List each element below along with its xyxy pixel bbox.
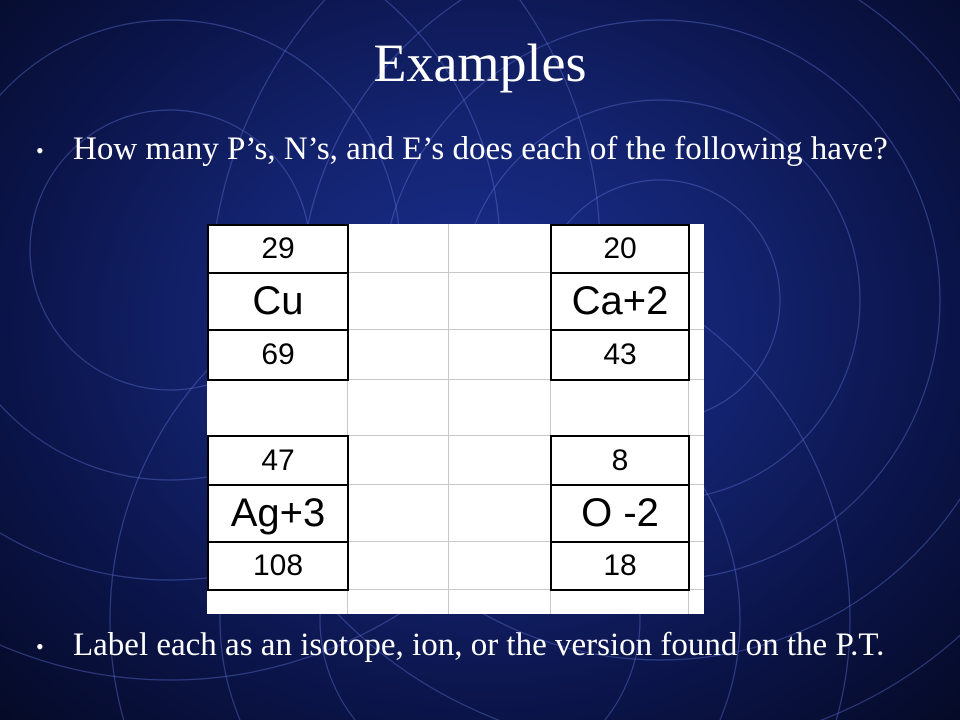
slide-title: Examples (373, 33, 587, 93)
symbol-cell: O -2 (550, 484, 690, 543)
element-table (207, 224, 704, 614)
atomic-number-cell: 47 (207, 435, 349, 486)
bullet-text: How many P’s, N’s, and E’s does each of the following have? (73, 131, 888, 167)
symbol-cell: Cu (207, 272, 349, 331)
atomic-number-cell: 29 (207, 224, 349, 274)
mass-cell: 108 (207, 541, 349, 591)
mass-cell: 69 (207, 329, 349, 381)
symbol-cell: Ca+2 (550, 272, 690, 331)
mass-cell: 43 (550, 329, 690, 381)
bullet-dot: • (36, 138, 44, 163)
atomic-number-cell: 8 (550, 435, 690, 486)
bullet-text: Label each as an isotope, ion, or the version found on the P.T. (73, 627, 885, 663)
symbol-cell: Ag+3 (207, 484, 349, 543)
mass-cell: 18 (550, 541, 690, 591)
grid-line (448, 224, 449, 614)
bullet-dot: • (36, 634, 44, 659)
atomic-number-cell: 20 (550, 224, 690, 274)
